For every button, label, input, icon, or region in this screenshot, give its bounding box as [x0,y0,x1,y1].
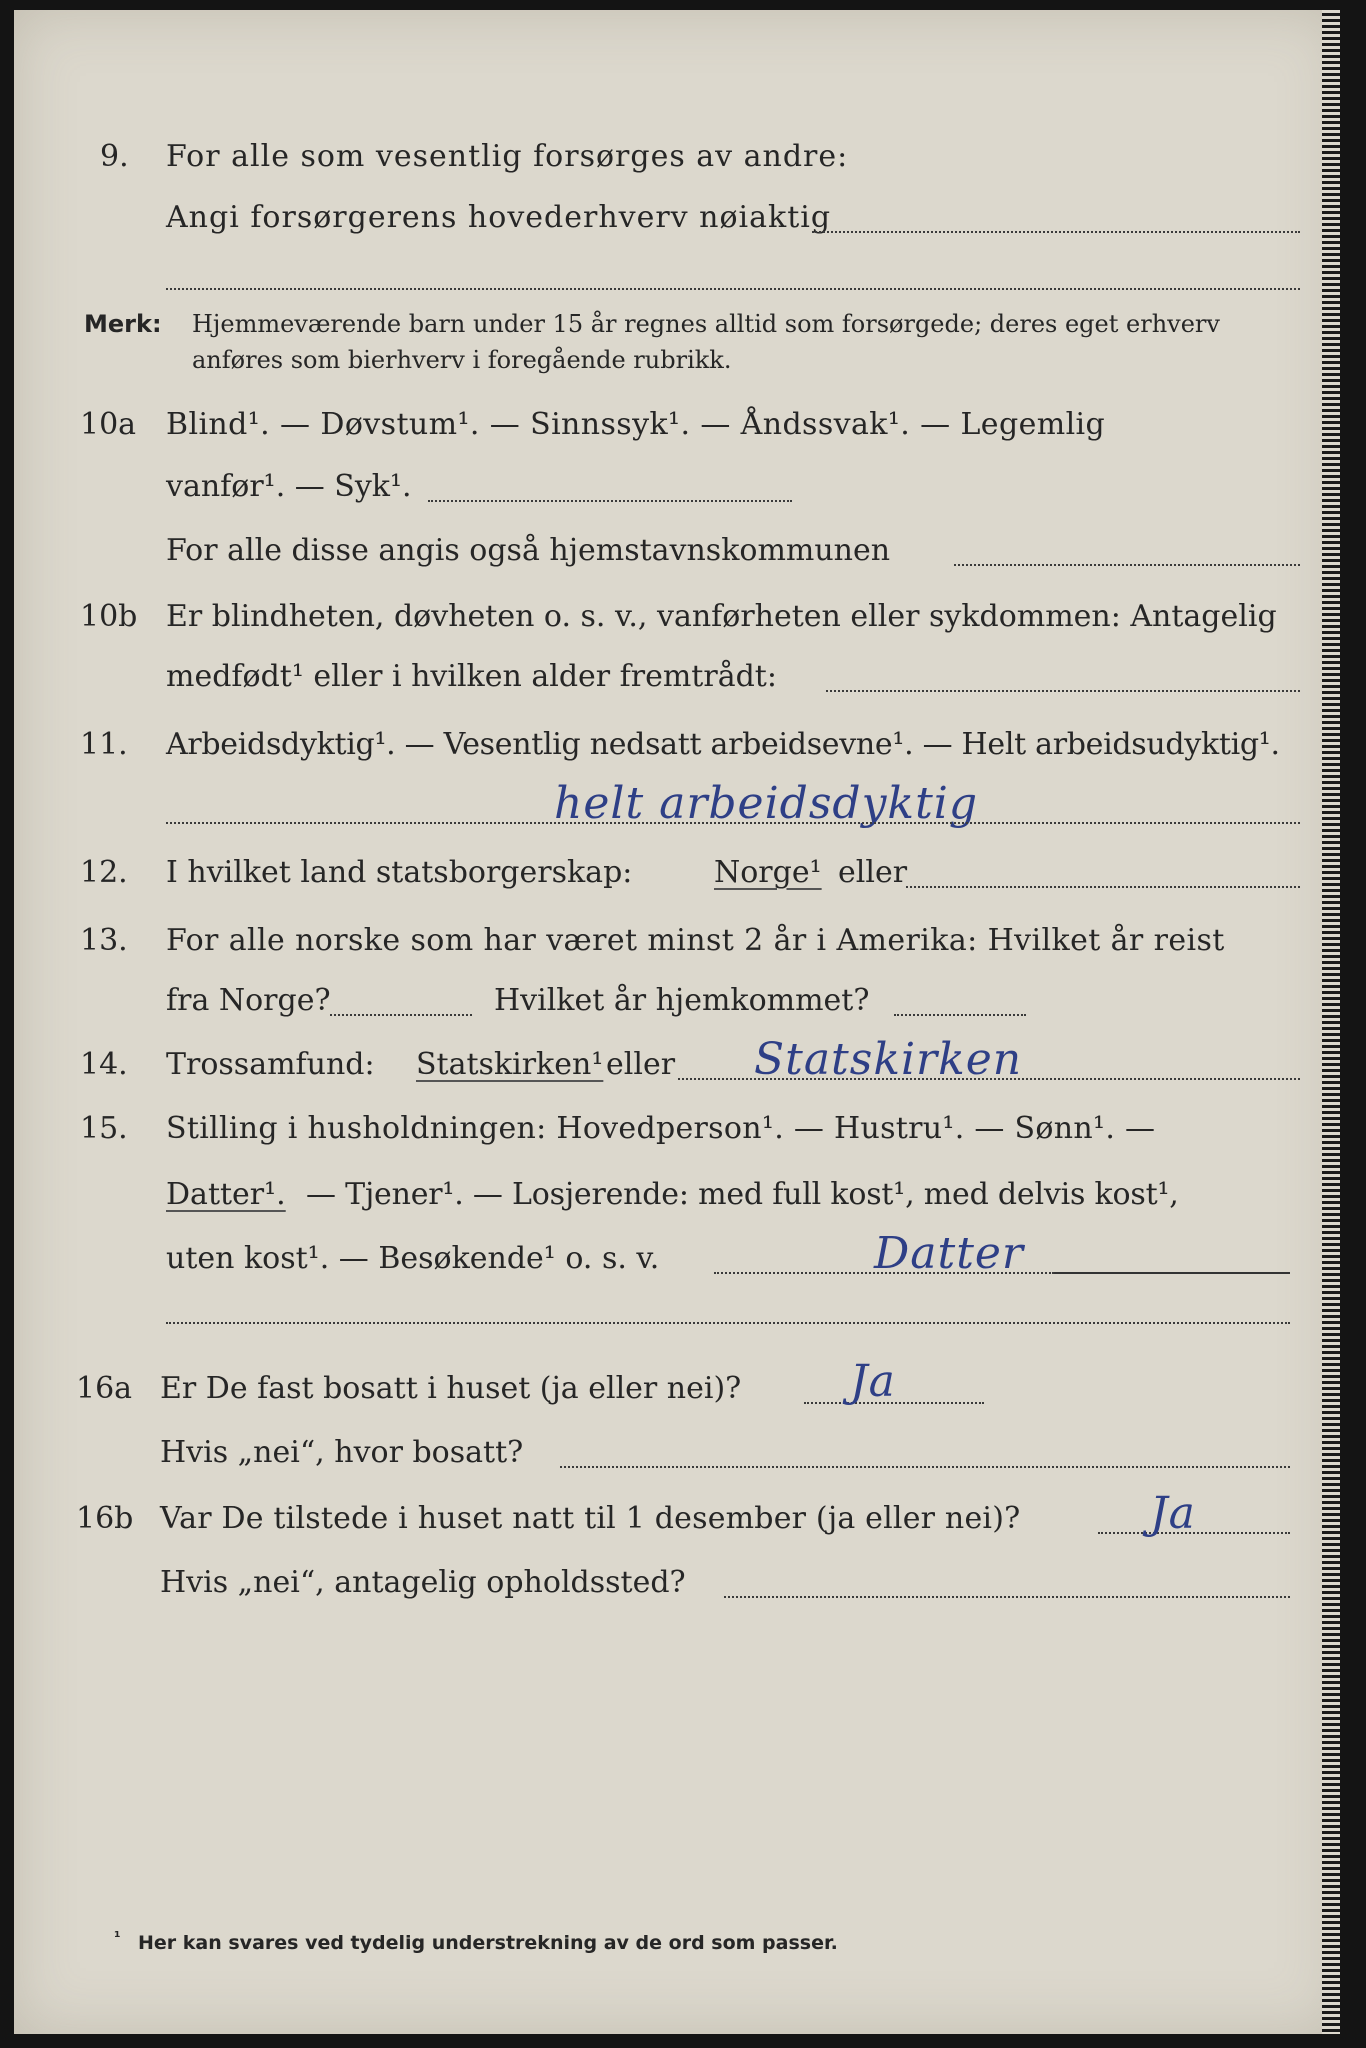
q9-number: 9. [100,139,129,174]
q16b-handwritten-answer: Ja [1150,1488,1196,1539]
q14-number: 14. [80,1047,128,1082]
q16a-where-line [560,1466,1290,1468]
q10a-answer-line [428,500,792,502]
q16a-handwritten-answer: Ja [850,1356,896,1407]
q13-returned-line [894,1014,1026,1016]
q12-eller: eller [838,855,908,890]
q10b-text2: medfødt¹ eller i hvilken alder fremtrådt: [166,659,777,694]
q15-text1: Stilling i husholdningen: Hovedperson¹. — Hustru¹. — Sønn¹. — [166,1111,1156,1146]
q10b-text1: Er blindheten, døvheten o. s. v., vanførheten eller sykdommen: Antagelig [166,599,1277,634]
census-form-page [14,10,1340,2034]
q16a-text1: Er De fast bosatt i huset (ja eller nei)? [160,1371,742,1406]
q10a-text2: vanfør¹. — Syk¹. [166,469,412,504]
q16b-text1: Var De tilstede i huset natt til 1 desember (ja eller nei)? [160,1501,1021,1536]
q13-text2b: Hvilket år hjemkommet? [494,983,870,1018]
q13-text1: For alle norske som har været minst 2 år i Amerika: Hvilket år reist [166,923,1225,958]
footnote-text: Her kan svares ved tydelig understrekning av de ord som passer. [138,1932,838,1954]
q15-text2: — Tjener¹. — Losjerende: med full kost¹, med delvis kost¹, [306,1177,1179,1212]
q15-handwritten-answer: Datter [874,1228,1024,1279]
q11-handwritten-answer: helt arbeidsdyktig [554,778,979,829]
q15-text3: uten kost¹. — Besøkende¹ o. s. v. [166,1241,660,1276]
q9-text1: For alle som vesentlig forsørges av andre: [166,139,849,174]
q9-answer-line [812,231,1300,233]
q10a-commune-line [954,564,1300,566]
q16a-number: 16a [76,1371,133,1406]
q12-text: I hvilket land statsborgerskap: [166,855,633,890]
q11-text1: Arbeidsdyktig¹. — Vesentlig nedsatt arbeidsevne¹. — Helt arbeidsudyktig¹. [166,727,1280,762]
q16b-number: 16b [76,1501,134,1536]
q11-number: 11. [80,727,128,762]
q9-text2: Angi forsørgerens hovederhverv nøiaktig [166,200,832,235]
q10a-text3: For alle disse angis også hjemstavnskommunen [166,533,891,568]
q14-eller: eller [606,1047,676,1082]
q12-number: 12. [80,855,128,890]
q16b-place-line [724,1596,1290,1598]
merk-text2: anføres som bierhverv i foregående rubrikk. [192,346,732,374]
q11-answer-line [166,822,1300,824]
q15-datter-option: Datter¹. [166,1177,286,1212]
q10b-number: 10b [80,599,138,634]
q10a-number: 10a [80,407,137,442]
merk-label: Merk: [84,310,162,338]
q16a-text2: Hvis „nei“, hvor bosatt? [160,1435,524,1470]
q15-answer-line2 [166,1322,1290,1324]
q10a-text1: Blind¹. — Døvstum¹. — Sinnssyk¹. — Åndssvak¹. — Legemlig [166,407,1106,442]
q14-text: Trossamfund: [166,1047,375,1082]
merk-text1: Hjemmeværende barn under 15 år regnes alltid som forsørgede; deres eget erhverv [192,310,1220,338]
q9-answer-line2 [166,288,1300,290]
q10b-answer-line [826,690,1300,692]
q14-statskirken-option: Statskirken¹ [416,1047,604,1082]
q13-emigrated-line [330,1014,472,1016]
q15-answer-line [1054,1272,1290,1274]
q13-number: 13. [80,923,128,958]
q16b-text2: Hvis „nei“, antagelig opholdssted? [160,1565,686,1600]
q12-answer-line [906,886,1300,888]
q15-number: 15. [80,1111,128,1146]
footnote-mark: ¹ [114,1928,121,1946]
perforated-edge [1322,10,1340,2034]
q13-text2a: fra Norge? [166,983,331,1018]
q12-norge-option: Norge¹ [714,855,822,890]
q14-handwritten-answer: Statskirken [754,1034,1023,1085]
